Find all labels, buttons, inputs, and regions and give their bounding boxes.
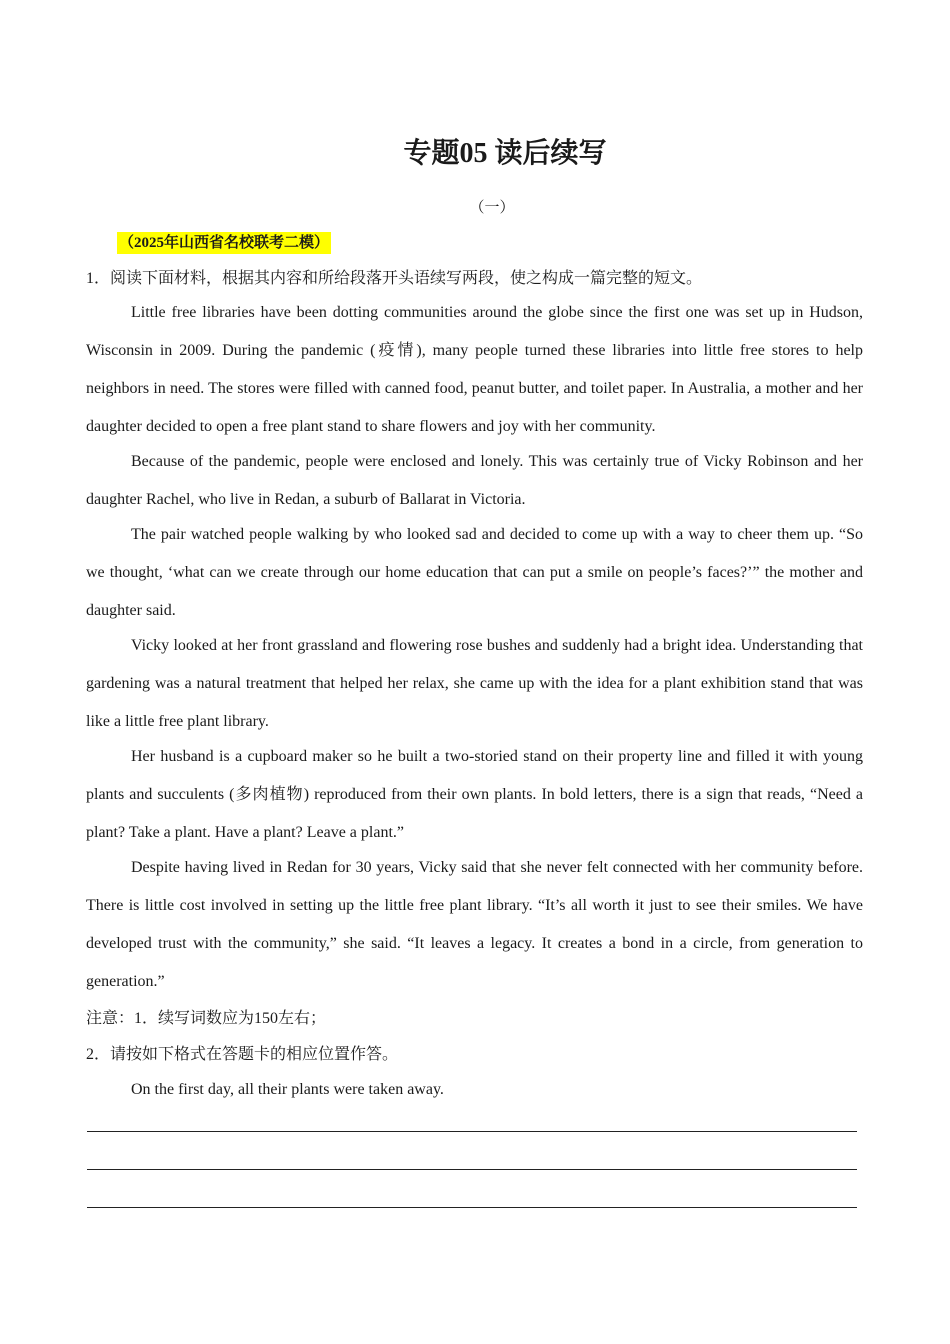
writing-notes xyxy=(86,1006,863,1078)
section-number: （一） xyxy=(469,200,515,216)
passage-paragraph: Despite having lived in Redan for 30 years, Vicky said that she never felt connected with her community before. There is little cost involved in setting up the little free plant library. “It’s all worth it just to see their smiles. We have developed trust with the community,” she said. “It leaves a legacy. It creates a bond in a circle, from generation to generation.” xyxy=(86,859,863,990)
question-instruction: 1．阅读下面材料，根据其内容和所给段落开头语续写两段，使之构成一篇完整的短文。 xyxy=(86,270,703,287)
reading-passage xyxy=(86,294,863,998)
page-title: 专题05 读后续写 xyxy=(403,138,607,169)
answer-line[interactable] xyxy=(87,1131,857,1132)
passage-paragraph: Little free libraries have been dotting communities around the globe since the first one was set up in Hudson, Wisconsin in 2009. During the pandemic (疫情), many people turned these libraries into little free stores to help neighbors in need. The stores were filled with canned food, peanut butter, and toilet paper. In Australia, a mother and her daughter decided to open a free plant stand to share flowers and joy with her community. xyxy=(86,304,863,435)
passage-paragraph: The pair watched people walking by who looked sad and decided to come up with a way to cheer them up. “So we thought, ‘what can we create through our home education that can put a smile on people’s faces?’” the mother and daughter said. xyxy=(86,526,863,619)
passage-paragraph: Because of the pandemic, people were enclosed and lonely. This was certainly true of Vicky Robinson and her daughter Rachel, who live in Redan, a suburb of Ballarat in Victoria. xyxy=(86,453,863,508)
note-answer-format: 2．请按如下格式在答题卡的相应位置作答。 xyxy=(86,1046,399,1063)
source-tag: （2025年山西省名校联考二模） xyxy=(117,232,331,254)
note-word-count: 注意：1．续写词数应为150左右； xyxy=(86,1010,327,1027)
continuation-opening-line: On the first day, all their plants were taken away. xyxy=(131,1081,444,1098)
answer-line[interactable] xyxy=(87,1169,857,1170)
passage-paragraph: Her husband is a cupboard maker so he built a two-storied stand on their property line and filled it with young plants and succulents (多肉植物) reproduced from their own plants. In bold letters, there is a sign that reads, “Need a plant? Take a plant. Have a plant? Leave a plant.” xyxy=(86,748,863,841)
answer-line[interactable] xyxy=(87,1207,857,1208)
passage-paragraph: Vicky looked at her front grassland and flowering rose bushes and suddenly had a bright idea. Understanding that gardening was a natural treatment that helped her relax, she came up with the idea for a plant exhibition stand that was like a little free plant library. xyxy=(86,637,863,730)
